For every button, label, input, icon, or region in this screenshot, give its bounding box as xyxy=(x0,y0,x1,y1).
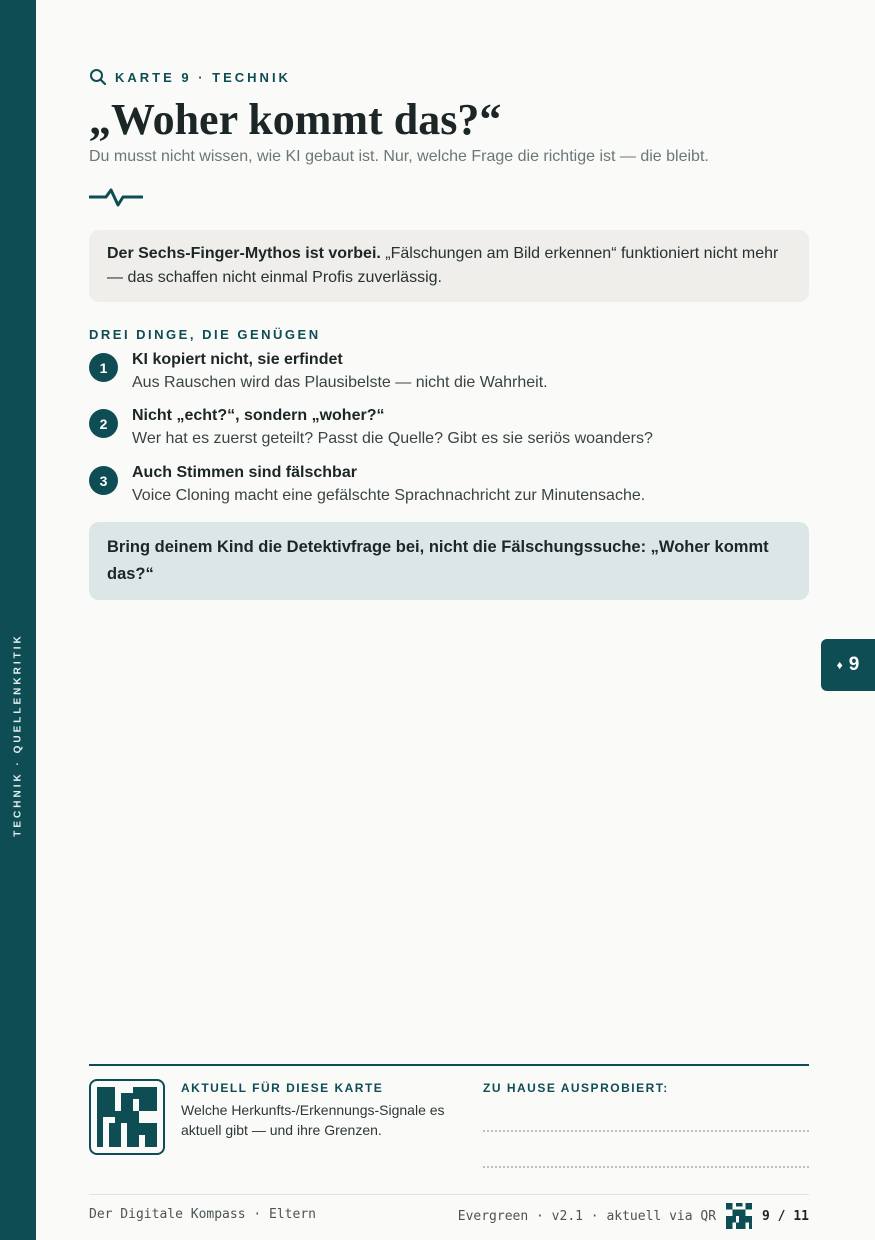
section-heading: DREI DINGE, DIE GENÜGEN xyxy=(89,327,321,342)
item-text: Voice Cloning macht eine gefälschte Sprachnachricht zur Minutensache. xyxy=(132,487,646,504)
item-text: Wer hat es zuerst geteilt? Passt die Quelle? Gibt es sie seriös woanders? xyxy=(132,430,653,447)
notes-line[interactable] xyxy=(483,1130,809,1132)
current-text: Welche Herkunfts-/Erkennungs-Signale es aktuell gibt — und ihre Grenzen. xyxy=(181,1102,445,1138)
myth-callout xyxy=(89,230,809,302)
item-title: Auch Stimmen sind fälschbar xyxy=(132,464,357,481)
footer-divider xyxy=(89,1064,809,1066)
version-label: Evergreen · v2.1 · aktuell via QR xyxy=(457,1208,717,1224)
callout-text: „Fälschungen am Bild erkennen“ funktioniert nicht mehr — das schaffen nicht einmal Profis zuverlässig. xyxy=(107,245,779,286)
page-title: „Woher kommt das?“ xyxy=(89,95,502,144)
mini-qr-icon xyxy=(726,1203,752,1229)
search-icon xyxy=(89,68,107,86)
qr-code-icon xyxy=(97,1087,157,1147)
spine-label: TECHNIK · QUELLENKRITIK xyxy=(12,633,24,837)
notes-line[interactable] xyxy=(483,1166,809,1168)
pulse-divider-icon xyxy=(89,185,143,209)
item-number-badge: 1 xyxy=(89,353,118,382)
brand-label: Der Digitale Kompass · Eltern xyxy=(89,1207,316,1222)
item-title: KI kopiert nicht, sie erfindet xyxy=(132,351,343,368)
qr-code[interactable] xyxy=(89,1079,165,1155)
page-subtitle: Du musst nicht wissen, wie KI gebaut ist. Nur, welche Frage die richtige ist — die bleibt. xyxy=(89,148,709,165)
home-heading: ZU HAUSE AUSPROBIERT: xyxy=(483,1081,669,1095)
page-number: 9 / 11 xyxy=(762,1208,809,1224)
side-spine xyxy=(0,0,36,1240)
item-text: Aus Rauschen wird das Plausibelste — nicht die Wahrheit. xyxy=(132,374,548,391)
card-number-tab xyxy=(821,639,875,691)
detective-tip: Bring deinem Kind die Detektivfrage bei, nicht die Fälschungssuche: „Woher kommt das?“ xyxy=(89,522,809,600)
bottom-separator xyxy=(89,1194,809,1195)
current-heading: AKTUELL FÜR DIESE KARTE xyxy=(181,1081,384,1095)
item-title: Nicht „echt?“, sondern „woher?“ xyxy=(132,407,385,424)
card-kicker xyxy=(89,68,809,86)
callout-bold: Der Sechs-Finger-Mythos ist vorbei. xyxy=(107,245,381,262)
tab-number: 9 xyxy=(848,654,860,675)
item-number-badge: 3 xyxy=(89,466,118,495)
page-meta xyxy=(458,1203,809,1229)
diamond-icon: ♦ xyxy=(836,658,843,672)
item-number-badge: 2 xyxy=(89,409,118,438)
kicker-text: KARTE 9 · TECHNIK xyxy=(115,69,291,85)
